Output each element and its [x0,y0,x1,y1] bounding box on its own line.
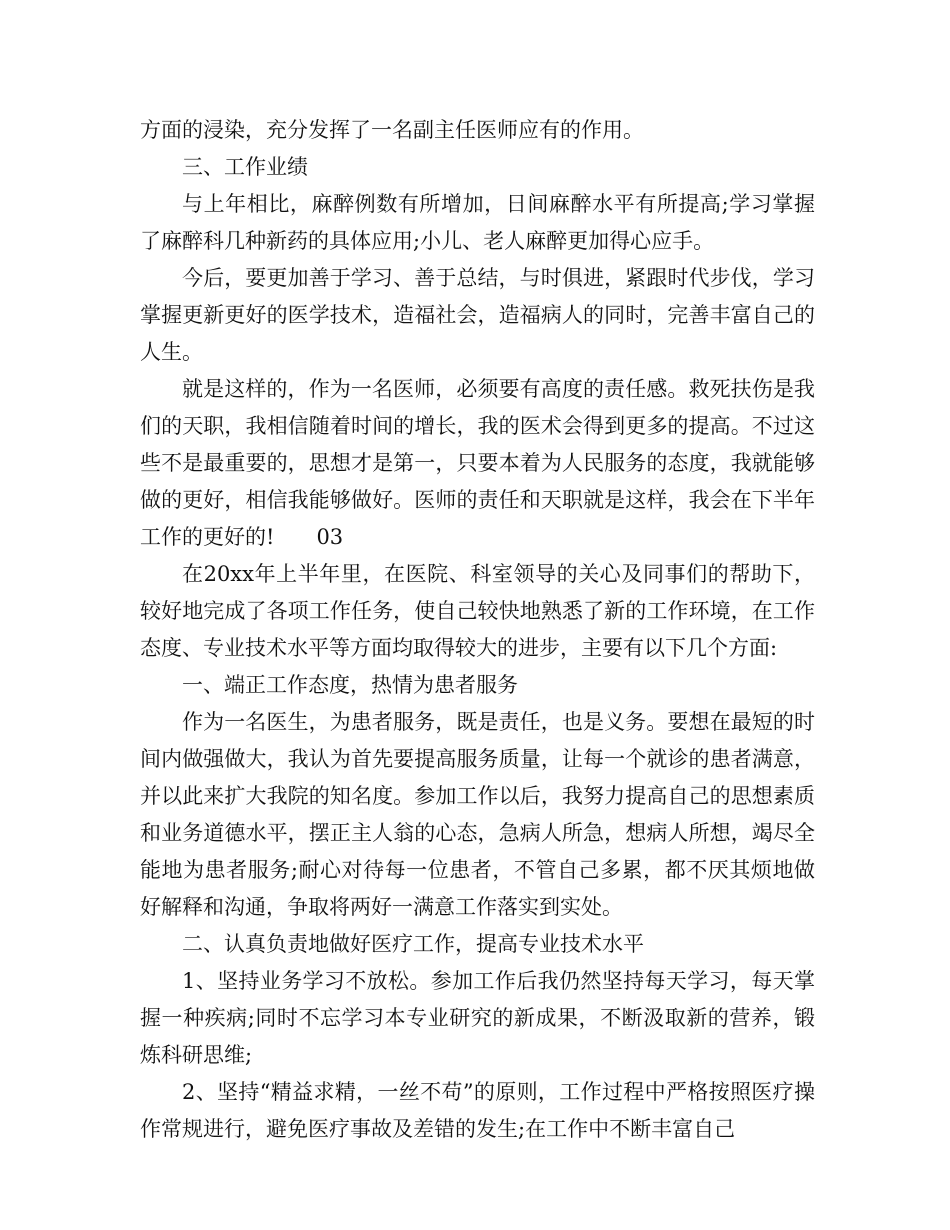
paragraph-3: 与上年相比，麻醉例数有所增加，日间麻醉水平有所提高;学习掌握了麻醉科几种新药的具体应用;小儿、老人麻醉更加得心应手。 [140,192,815,253]
paragraph-6: 在20xx年上半年里，在医院、科室领导的关心及同事们的帮助下，较好地完成了各项工作任务，使自己较快地熟悉了新的工作环境，在工作态度、专业技术水平等方面均取得较大的进步，主要有以下几个方面: [140,562,815,660]
document-body [140,112,815,1148]
paragraph-10: 1、坚持业务学习不放松。参加工作后我仍然坚持每天学习，每天掌握一种疾病;同时不忘学习本专业研究的新成果，不断汲取新的营养，锻炼科研思维; [140,969,815,1067]
paragraph-1: 方面的浸染，充分发挥了一名副主任医师应有的作用。 [140,118,644,142]
paragraph-8: 作为一名医生，为患者服务，既是责任，也是义务。要想在最短的时间内做强做大，我认为首先要提高服务质量，让每一个就诊的患者满意，并以此来扩大我院的知名度。参加工作以后，我努力提高自己的思想素质和业务道德水平，摆正主人翁的心态，急病人所急，想病人所想，竭尽全能地为患者服务;耐心对待每一位患者，不管自己多累，都不厌其烦地做好解释和沟通，争取将两好一满意工作落实到实处。 [140,710,815,919]
section-heading-work-results: 三、工作业绩 [182,155,308,179]
paragraph-11: 2、坚持“精益求精，一丝不苟”的原则，工作过程中严格按照医疗操作常规进行，避免医疗事故及差错的发生;在工作中不断丰富自己 [140,1080,815,1141]
paragraph-5: 就是这样的，作为一名医师，必须要有高度的责任感。救死扶伤是我们的天职，我相信随着时间的增长，我的医术会得到更多的提高。不过这些不是最重要的，思想才是第一，只要本着为人民服务的态度，我就能够做的更好，相信我能够做好。医师的责任和天职就是这样，我会在下半年工作的更好的! 03 [140,377,815,549]
section-heading-attitude: 一、端正工作态度，热情为患者服务 [182,673,518,697]
paragraph-4: 今后，要更加善于学习、善于总结，与时俱进，紧跟时代步伐，学习掌握更新更好的医学技术，造福社会，造福病人的同时，完善丰富自己的人生。 [140,266,815,364]
section-heading-medical-work: 二、认真负责地做好医疗工作，提高专业技术水平 [182,932,644,956]
